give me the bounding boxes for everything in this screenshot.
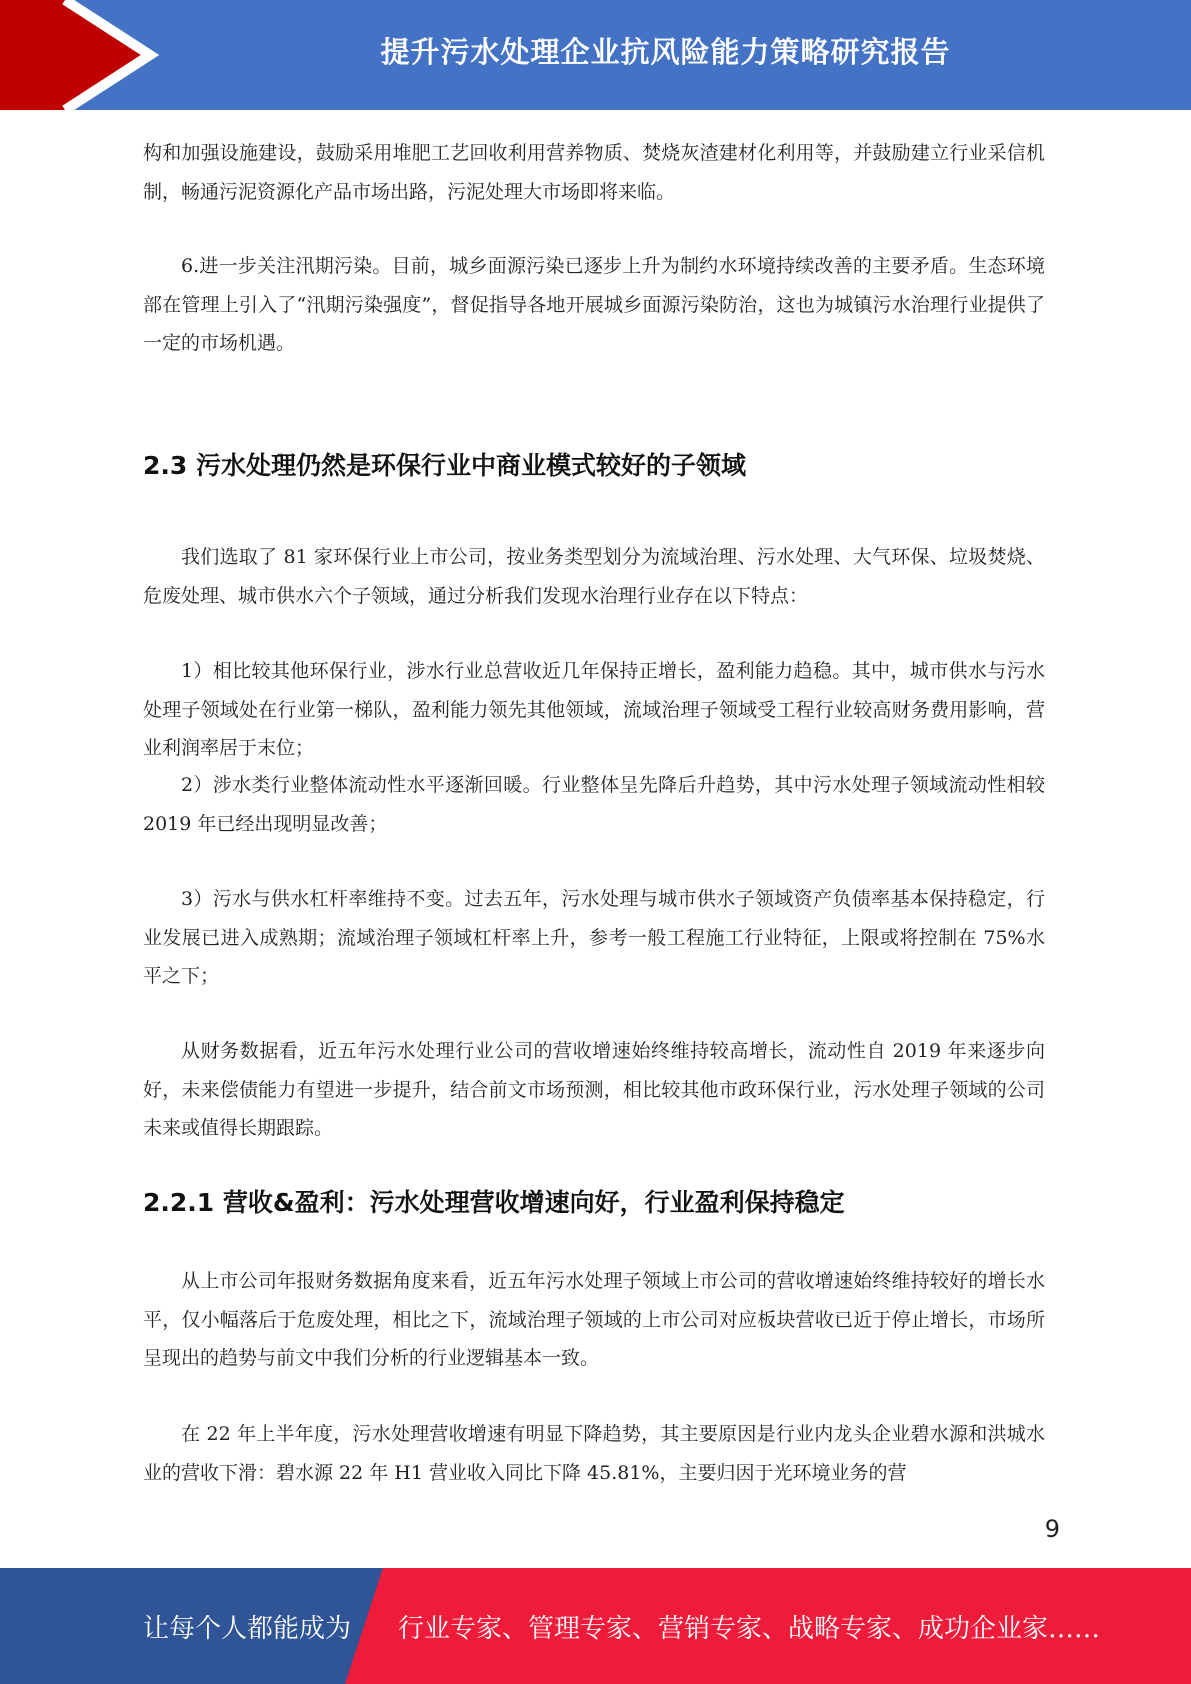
section-heading-2-3: 2.3 污水处理仍然是环保行业中商业模式较好的子领域 xyxy=(143,451,746,480)
report-title: 提升污水处理企业抗风险能力策略研究报告 xyxy=(380,34,951,69)
footer-slogan-left: 让每个人都能成为 xyxy=(143,1613,352,1644)
page-footer xyxy=(0,1568,1191,1684)
paragraph-revenue-growth: 从上市公司年报财务数据角度来看，近五年污水处理子领域上市公司的营收增速始终维持较好的增长水平，仅小幅落后于危废处理，相比之下，流域治理子领域的上市公司对应板块营收已近于停止增长，市场所呈现出的趋势与前文中我们分析的行业逻辑基本一致。 xyxy=(143,1270,1045,1369)
paragraph-financial-summary: 从财务数据看，近五年污水处理行业公司的营收增速始终维持较高增长，流动性自 2019 年来逐步向好，未来偿债能力有望进一步提升，结合前文市场预测，相比较其他市政环保行业，污水处理子领域的公司未来或值得长期跟踪。 xyxy=(143,1040,1045,1139)
list-item-finding-2: 2）涉水类行业整体流动性水平逐渐回暖。行业整体呈先降后升趋势，其中污水处理子领域流动性相较 2019 年已经出现明显改善； xyxy=(143,774,1045,835)
list-item-finding-3: 3）污水与供水杠杆率维持不变。过去五年，污水处理与城市供水子领域资产负债率基本保持稳定，行业发展已进入成熟期；流域治理子领域杠杆率上升，参考一般工程施工行业特征，上限或将控制在 75%水平之下； xyxy=(143,888,1045,987)
paragraph-sludge: 构和加强设施建设，鼓励采用堆肥工艺回收利用营养物质、焚烧灰渣建材化利用等，并鼓励建立行业采信机制，畅通污泥资源化产品市场出路，污泥处理大市场即将来临。 xyxy=(143,142,1045,203)
footer-slogan-right: 行业专家、管理专家、营销专家、战略专家、成功企业家…… xyxy=(398,1613,1101,1644)
page-number: 9 xyxy=(1044,1515,1060,1543)
paragraph-sample-selection: 我们选取了 81 家环保行业上市公司，按业务类型划分为流域治理、污水处理、大气环保、垃圾焚烧、危废处理、城市供水六个子领域，通过分析我们发现水治理行业存在以下特点： xyxy=(143,546,1045,607)
list-item-finding-1: 1）相比较其他环保行业，涉水行业总营收近几年保持正增长，盈利能力趋稳。其中，城市供水与污水处理子领域处在行业第一梯队，盈利能力领先其他领域，流域治理子领域受工程行业较高财务费用影响，营业利润率居于末位； xyxy=(143,660,1045,759)
section-heading-2-2-1: 2.2.1 营收&盈利：污水处理营收增速向好，行业盈利保持稳定 xyxy=(143,1188,845,1217)
paragraph-flood-pollution: 6.进一步关注汛期污染。目前，城乡面源污染已逐步上升为制约水环境持续改善的主要矛盾。生态环境部在管理上引入了“汛期污染强度”，督促指导各地开展城乡面源污染防治，这也为城镇污水治理行业提供了一定的市场机遇。 xyxy=(143,255,1045,354)
paragraph-h1-decline: 在 22 年上半年度，污水处理营收增速有明显下降趋势，其主要原因是行业内龙头企业碧水源和洪城水业的营收下滑：碧水源 22 年 H1 营业收入同比下降 45.81%，主要归因于光环境业务的营 xyxy=(143,1423,1045,1484)
page-header xyxy=(0,0,1191,110)
